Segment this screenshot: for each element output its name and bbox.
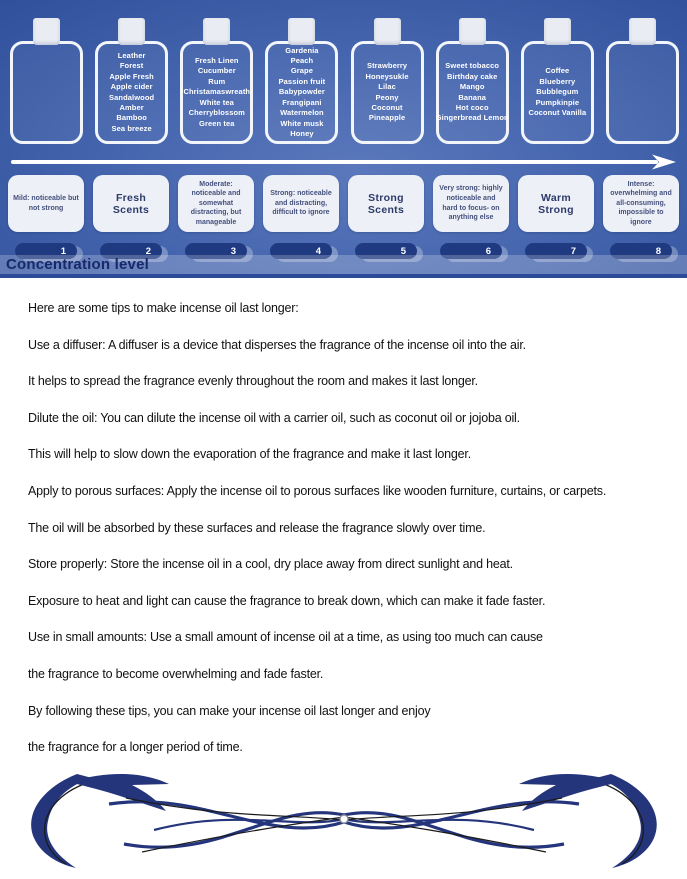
scent-name: Strawberry: [366, 61, 408, 71]
scent-name: White tea: [199, 97, 234, 107]
scent-bottle: [95, 18, 168, 144]
level-description-box: Strong: noticeable and distracting, difficult to ignore: [263, 175, 339, 232]
tip-line: By following these tips, you can make your incense oil last longer and enjoy: [28, 703, 431, 718]
scent-bottle: [180, 18, 253, 144]
scent-name: Fresh Linen: [194, 56, 239, 66]
scent-name: Apple Fresh: [109, 71, 154, 81]
scent-name: Lilac: [378, 82, 396, 92]
scent-bottle: [606, 18, 679, 144]
level-description-row: [8, 175, 679, 232]
scent-name: Leather: [117, 50, 146, 60]
level-number: 7: [570, 245, 576, 257]
bottle-body: [521, 41, 594, 144]
tip-line: Apply to porous surfaces: Apply the incense oil to porous surfaces like wooden furniture, curtains, or carpets.: [28, 483, 607, 498]
scent-name: Babypowder: [278, 87, 325, 97]
scent-name: Cucumber: [197, 66, 236, 76]
scent-name: Watermelon: [280, 108, 324, 118]
scent-concentration-panel: [0, 0, 687, 278]
level-number: 4: [315, 245, 321, 257]
scent-name: Mango: [459, 82, 485, 92]
footer-decoration: [0, 770, 687, 868]
scent-name: Gingerbread Lemon: [435, 113, 509, 123]
bottle-body: [180, 41, 253, 144]
bottle-cap-icon: [374, 18, 401, 45]
tip-line: This will help to slow down the evaporation of the fragrance and make it last longer.: [28, 447, 471, 462]
scent-name: Passion fruit: [278, 76, 326, 86]
tribal-flourish-graphic: [14, 770, 674, 868]
level-description-box: Very strong: highly noticeable and hard to focus- on anything else: [433, 175, 509, 232]
bottle-body: [265, 41, 338, 144]
bottle-cap-icon: [544, 18, 571, 45]
bottle-body: [606, 41, 679, 144]
scent-name: Cherryblossom: [188, 108, 245, 118]
level-description-box: Mild: noticeable but not strong: [8, 175, 84, 232]
bottle-cap-icon: [33, 18, 60, 45]
panel-bottom-edge: [0, 274, 687, 278]
level-description-box: Strong Scents: [348, 175, 424, 232]
tip-line: Use a diffuser: A diffuser is a device that disperses the fragrance of the incense oil into the air.: [28, 337, 526, 352]
level-number: 3: [230, 245, 236, 257]
scent-name: Apple cider: [110, 82, 153, 92]
tip-line: Here are some tips to make incense oil last longer:: [28, 301, 299, 315]
bottle-cap-icon: [459, 18, 486, 45]
tip-line: Exposure to heat and light can cause the fragrance to break down, which can make it fade faster.: [28, 593, 546, 608]
bottle-cap-icon: [203, 18, 230, 45]
scent-name: Birthday cake: [446, 71, 498, 81]
scent-name: Frangipani: [282, 97, 322, 107]
bottle-cap-icon: [118, 18, 145, 45]
bottle-body: [351, 41, 424, 144]
scent-bottle: [10, 18, 83, 144]
scent-name: Peach: [290, 56, 314, 66]
level-number: 1: [60, 245, 66, 257]
scent-name: Bubblegum: [536, 87, 579, 97]
scent-name: Peony: [375, 92, 399, 102]
scent-name: Banana: [458, 92, 487, 102]
bottle-body: [436, 41, 509, 144]
scent-name: Coconut Vanilla: [528, 108, 587, 118]
scent-name: Bamboo: [116, 113, 147, 123]
tip-line: Use in small amounts: Use a small amount of incense oil at a time, as using too much can cause: [28, 630, 543, 645]
level-description-box: Intense: overwhelming and all-consuming, impossible to ignore: [603, 175, 679, 232]
scent-name: Sweet tobacco: [445, 61, 500, 71]
scent-name: Sea breeze: [111, 123, 152, 133]
level-description-box: Warm Strong: [518, 175, 594, 232]
tip-line: The oil will be absorbed by these surfaces and release the fragrance slowly over time.: [28, 520, 486, 535]
scent-bottles-row: [10, 18, 679, 144]
level-number: 8: [655, 245, 661, 257]
concentration-level-label: Concentration level: [6, 256, 149, 273]
scent-name: Coffee: [545, 66, 570, 76]
scent-bottle: [436, 18, 509, 144]
tip-line: the fragrance for a longer period of time.: [28, 740, 243, 755]
bottle-body: [10, 41, 83, 144]
tip-line: Store properly: Store the incense oil in a cool, dry place away from direct sunlight and heat.: [28, 557, 513, 572]
tip-line: It helps to spread the fragrance evenly throughout the room and makes it last longer.: [28, 374, 478, 389]
scent-bottle: [521, 18, 594, 144]
scent-name: Amber: [119, 102, 144, 112]
flourish-center-ring: [340, 815, 348, 823]
scent-name: Gardenia: [285, 45, 319, 55]
bottle-body: [95, 41, 168, 144]
scent-name: Pineapple: [368, 113, 406, 123]
level-description-box: Moderate: noticeable and somewhat distracting, but manageable: [178, 175, 254, 232]
scent-name: Grape: [290, 66, 314, 76]
bottle-cap-icon: [288, 18, 315, 45]
scent-name: Coconut: [371, 102, 403, 112]
level-number: 2: [145, 245, 151, 257]
scent-name: Pumpkinpie: [535, 97, 580, 107]
scent-name: Forest: [119, 61, 144, 71]
scent-name: Blueberry: [539, 76, 576, 86]
bottle-cap-icon: [629, 18, 656, 45]
scent-name: Honey: [290, 128, 314, 138]
scent-bottle: [265, 18, 338, 144]
scent-name: White musk: [280, 118, 324, 128]
level-description-box: Fresh Scents: [93, 175, 169, 232]
scent-name: Hot coco: [455, 102, 489, 112]
level-number: 5: [400, 245, 406, 257]
scent-bottle: [351, 18, 424, 144]
scent-name: Christamaswreath: [183, 87, 251, 97]
scent-name: Green tea: [199, 118, 235, 128]
scent-name: Rum: [208, 76, 226, 86]
tip-line: the fragrance to become overwhelming and fade faster.: [28, 666, 324, 681]
tips-text-block: [0, 278, 687, 766]
scent-name: Sandalwood: [109, 92, 155, 102]
level-number: 6: [485, 245, 491, 257]
tip-line: Dilute the oil: You can dilute the incense oil with a carrier oil, such as coconut oil or jojoba oil.: [28, 410, 520, 425]
arrow-right-icon: [0, 152, 687, 172]
scent-name: Honeysukle: [365, 71, 409, 81]
